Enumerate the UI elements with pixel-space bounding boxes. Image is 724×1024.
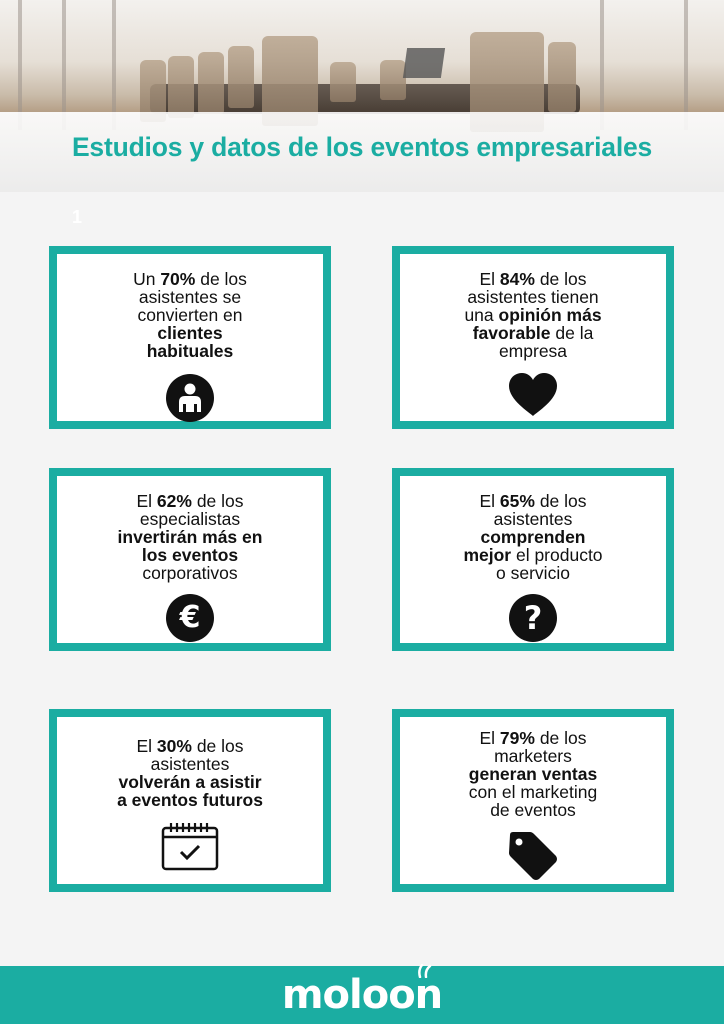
stat-run: una (464, 305, 499, 325)
logo-text: moloon (281, 972, 443, 1018)
stat-run: de los (534, 728, 587, 748)
stat-highlight: los eventos (141, 545, 239, 565)
page-marker: 1 (72, 207, 83, 227)
euro-icon (166, 594, 214, 642)
stat-run: de los (195, 269, 247, 289)
stat-text (57, 737, 323, 809)
stat-line (57, 737, 323, 755)
question-icon (509, 594, 557, 642)
stat-line (400, 288, 666, 306)
stat-run: de los (191, 491, 244, 511)
stat-line (400, 324, 666, 342)
stat-run: asistentes tienen (467, 287, 599, 307)
footer-bar (0, 966, 724, 1024)
stat-run: El (479, 269, 500, 289)
stat-run: de los (191, 736, 244, 756)
window-mullion (600, 0, 604, 130)
stat-highlight: 84% (499, 269, 535, 289)
stat-highlight: a eventos futuros (117, 790, 263, 810)
stat-line (57, 270, 323, 288)
chair (228, 46, 254, 108)
stat-run: asistentes (493, 509, 573, 529)
stat-text (57, 492, 323, 582)
stat-highlight: 30% (156, 736, 192, 756)
stat-run: especialistas (139, 509, 241, 529)
stat-highlight: habituales (146, 341, 234, 361)
leaf-icon (416, 964, 434, 978)
stat-run: El (136, 491, 157, 511)
stat-line (57, 755, 323, 773)
stat-highlight: volverán a asistir (118, 772, 262, 792)
stat-line (400, 546, 666, 564)
stat-highlight: 65% (499, 491, 535, 511)
stat-text (400, 729, 666, 819)
stat-run: El (479, 728, 500, 748)
window-mullion (684, 0, 688, 130)
stat-text (400, 270, 666, 360)
stat-line (57, 510, 323, 528)
stat-line (57, 564, 323, 582)
stat-line (400, 492, 666, 510)
window-mullion (18, 0, 22, 130)
stat-line (400, 747, 666, 765)
chair (330, 62, 356, 102)
stat-line (57, 306, 323, 324)
chair (380, 60, 406, 100)
stat-line (400, 342, 666, 360)
stat-card (49, 468, 331, 651)
window-mullion (112, 0, 116, 130)
heart-icon (507, 372, 559, 418)
stat-line (57, 528, 323, 546)
hero-photo (0, 0, 724, 192)
chair (548, 42, 576, 112)
stat-card (49, 709, 331, 892)
laptop (403, 48, 445, 78)
stat-text (57, 270, 323, 360)
stat-run: asistentes (150, 754, 230, 774)
stat-run: corporativos (142, 563, 238, 583)
stat-line (57, 791, 323, 809)
stat-highlight: favorable (472, 323, 551, 343)
stat-line (400, 783, 666, 801)
stat-line (57, 773, 323, 791)
stat-run: asistentes se (138, 287, 242, 307)
euro-glyph: € (179, 600, 201, 635)
stat-run: Un (133, 269, 161, 289)
stat-run: de los (534, 491, 587, 511)
stat-run: el producto (511, 545, 603, 565)
stat-card (392, 709, 674, 892)
stat-run: con el marketing (468, 782, 598, 802)
stat-card (49, 246, 331, 429)
stat-highlight: opinión más (498, 305, 602, 325)
stat-run: o servicio (496, 563, 570, 583)
chair (198, 52, 224, 114)
stat-highlight: comprenden (480, 527, 586, 547)
stat-line (400, 270, 666, 288)
stat-run: marketers (494, 746, 572, 766)
stat-line (400, 729, 666, 747)
stat-highlight: mejor (463, 545, 512, 565)
stat-line (400, 801, 666, 819)
stat-line (400, 306, 666, 324)
page-title: Estudios y datos de los eventos empresariales (71, 132, 653, 162)
person-icon (166, 374, 214, 422)
stat-highlight: clientes (157, 323, 223, 343)
stat-highlight: generan ventas (468, 764, 598, 784)
stat-run: convierten en (137, 305, 243, 325)
stat-line (400, 528, 666, 546)
stat-highlight: 70% (160, 269, 196, 289)
stat-card (392, 246, 674, 429)
stat-line (400, 765, 666, 783)
stat-run: El (479, 491, 500, 511)
stat-card (392, 468, 674, 651)
stat-line (57, 546, 323, 564)
stat-run: empresa (498, 341, 568, 361)
stat-run: de los (534, 269, 587, 289)
stat-line (57, 288, 323, 306)
stat-line (57, 342, 323, 360)
stat-run: de la (550, 323, 594, 343)
stat-text (400, 492, 666, 582)
stat-run: de eventos (490, 800, 576, 820)
tag-icon (506, 829, 560, 883)
window-mullion (62, 0, 66, 130)
chair (168, 56, 194, 118)
stat-line (400, 510, 666, 528)
stat-highlight: 62% (156, 491, 192, 511)
stat-line (57, 492, 323, 510)
stat-highlight: invertirán más en (117, 527, 263, 547)
stat-run: El (136, 736, 157, 756)
stat-line (400, 564, 666, 582)
stat-line (57, 324, 323, 342)
calendar-check-icon (161, 821, 219, 871)
stat-highlight: 79% (499, 728, 535, 748)
brand-logo[interactable] (282, 972, 442, 1018)
question-glyph: ? (523, 599, 543, 637)
